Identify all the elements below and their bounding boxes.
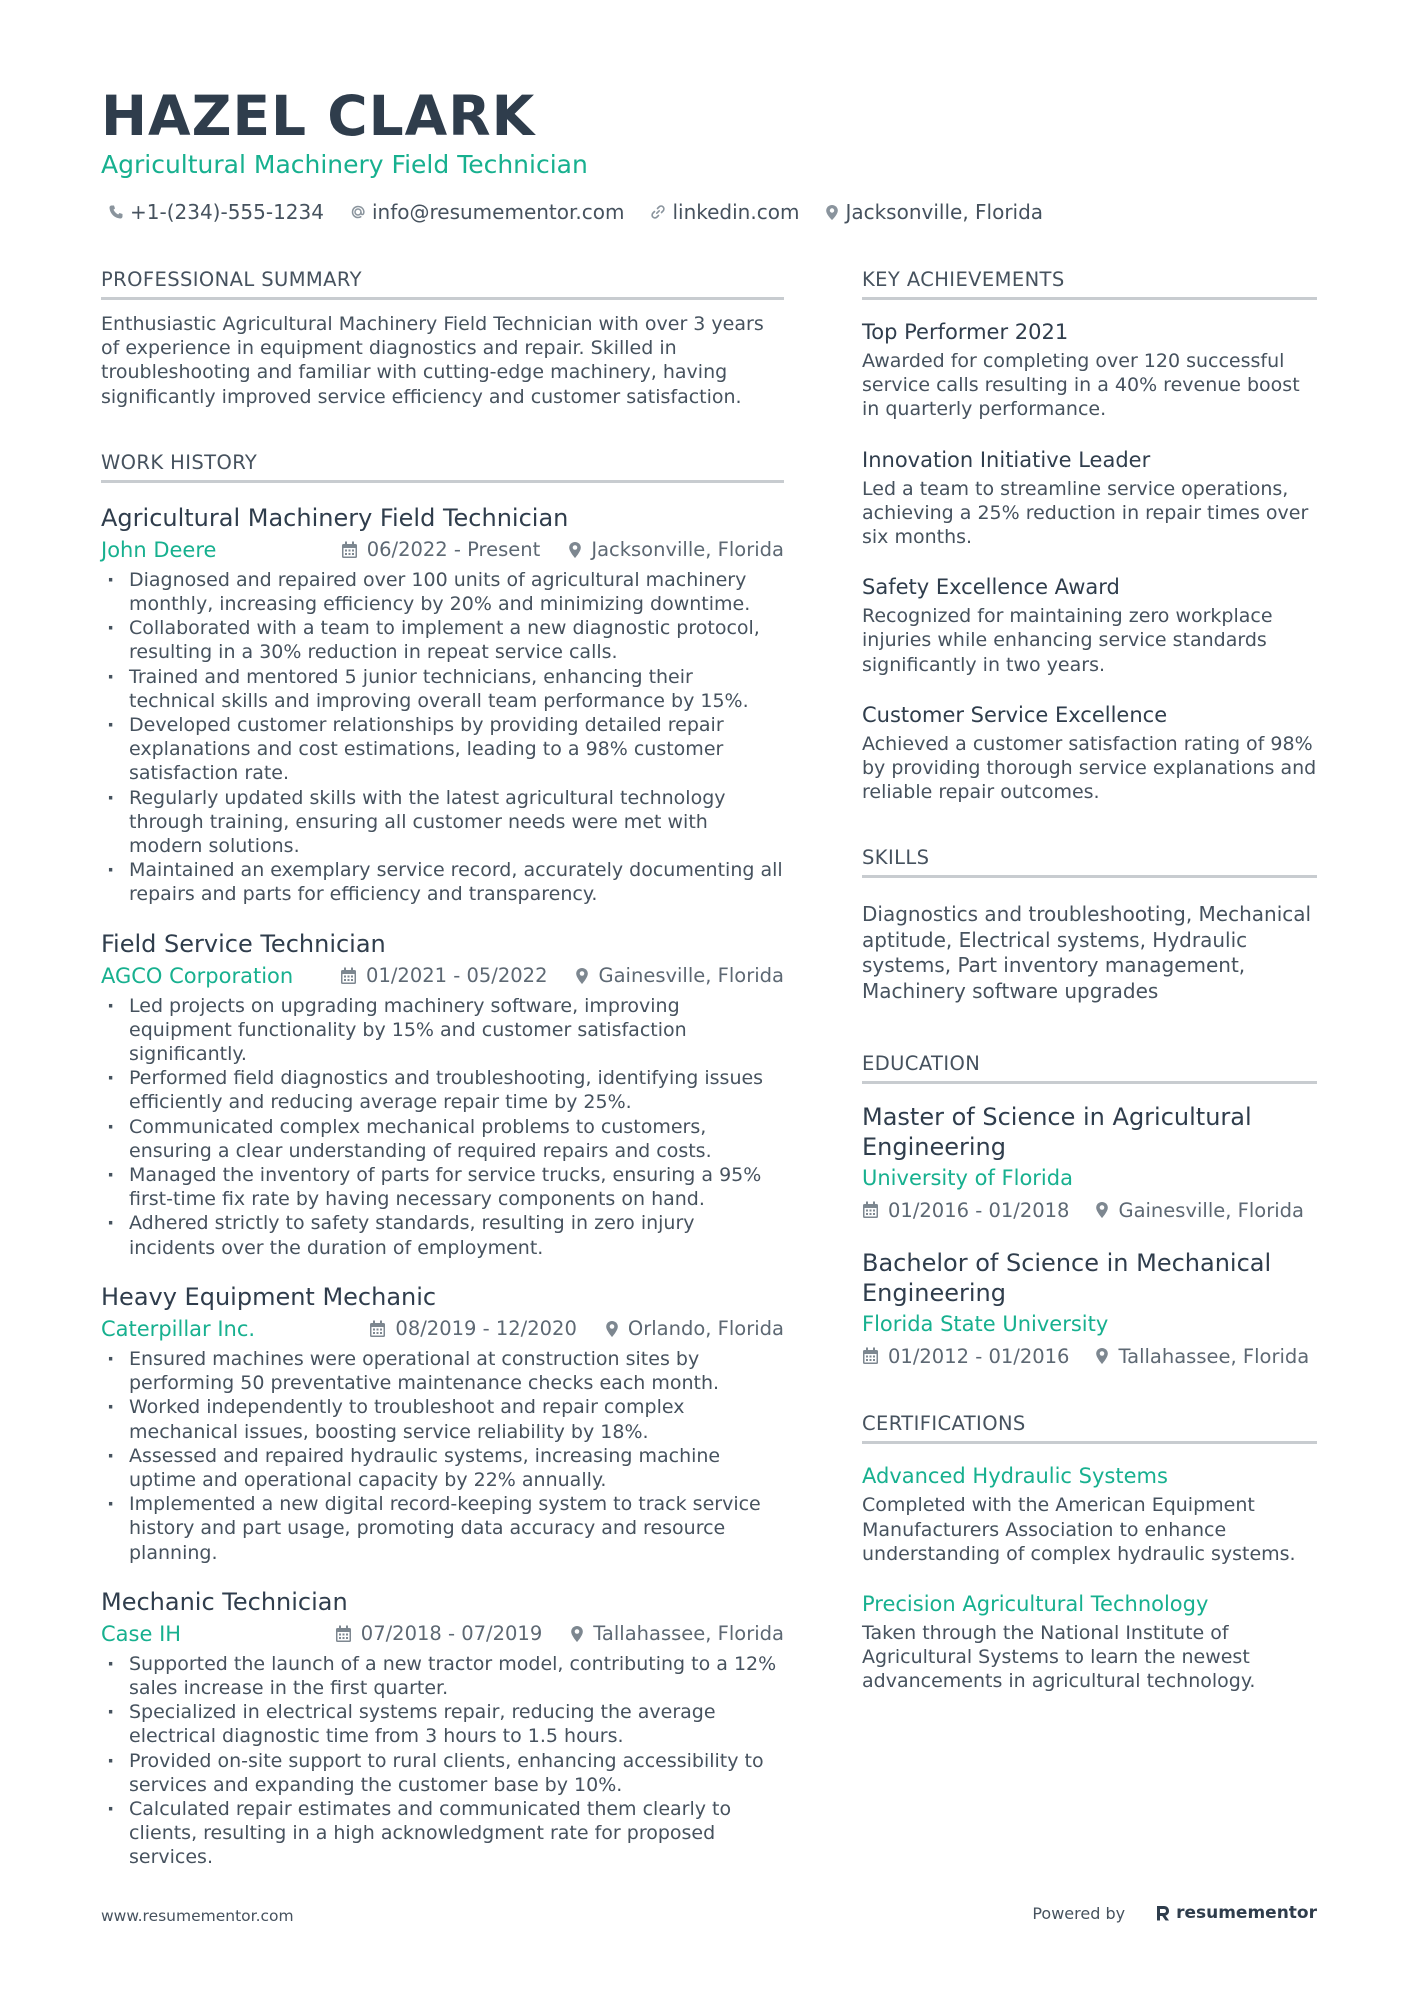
location-pin-icon bbox=[1095, 1201, 1109, 1219]
job-location-text: Jacksonville, Florida bbox=[591, 538, 784, 562]
job-dates-text: 07/2018 - 07/2019 bbox=[360, 1622, 543, 1646]
list-item: · Collaborated with a team to implement a new diagnostic protocol, resulting in a 30% reduction in repeat service calls. bbox=[101, 616, 784, 664]
education-heading: EDUCATION bbox=[862, 1052, 1317, 1084]
job-dates-text: 08/2019 - 12/2020 bbox=[395, 1317, 577, 1341]
job-title: Agricultural Machinery Field Technician bbox=[101, 503, 569, 532]
left-column bbox=[101, 268, 784, 1870]
email-text: info@resumementor.com bbox=[371, 200, 625, 224]
list-item: · Calculated repair estimates and communicated them clearly to clients, resulting in a high acknowledgment rate for proposed services. bbox=[101, 1797, 784, 1870]
location-pin-icon bbox=[605, 1320, 619, 1338]
achievement-item bbox=[862, 701, 1317, 805]
job-dates bbox=[369, 1317, 576, 1340]
achievement-text: Awarded for completing over 120 successful service calls resulting in a 40% revenue boost in quarterly performance. bbox=[862, 350, 1300, 421]
education-dates-text: 01/2012 - 01/2016 bbox=[888, 1344, 1070, 1368]
achievements-heading: KEY ACHIEVEMENTS bbox=[862, 268, 1317, 300]
job-company: AGCO Corporation bbox=[101, 963, 294, 988]
location-text: Jacksonville, Florida bbox=[845, 200, 1044, 224]
calendar-icon bbox=[340, 967, 357, 985]
achievement-text: Led a team to streamline service operations, achieving a 25% reduction in repair times over six months. bbox=[862, 477, 1309, 549]
list-item: · Led projects on upgrading machinery software, improving equipment functionality by 15% and customer satisfaction significantly. bbox=[101, 994, 784, 1067]
calendar-icon bbox=[862, 1201, 879, 1219]
list-item: · Communicated complex mechanical problems to customers, ensuring a clear understanding of required repairs and costs. bbox=[101, 1115, 784, 1163]
list-item: · Maintained an exemplary service record, accurately documenting all repairs and parts for efficiency and transparency. bbox=[101, 858, 784, 906]
job-title: Field Service Technician bbox=[101, 929, 386, 958]
achievement-item bbox=[862, 446, 1317, 550]
education-degree: Master of Science in Agricultural Engineering bbox=[862, 1103, 1252, 1162]
calendar-icon bbox=[369, 1320, 386, 1338]
work-history-heading: WORK HISTORY bbox=[101, 451, 784, 483]
calendar-icon bbox=[335, 1625, 352, 1643]
job-bullets bbox=[101, 568, 784, 907]
location-pin-icon bbox=[575, 967, 589, 985]
list-item: · Regularly updated skills with the latest agricultural technology through training, ensuring all customer needs were met with modern solutions. bbox=[101, 786, 784, 859]
location-pin-icon bbox=[568, 541, 582, 559]
footer-website[interactable]: www.resumementor.com bbox=[101, 1907, 294, 1925]
job-meta bbox=[101, 1620, 784, 1648]
education-degree: Bachelor of Science in Mechanical Engineering bbox=[862, 1249, 1272, 1308]
footer-powered-by bbox=[1032, 1903, 1317, 1923]
achievement-title: Safety Excellence Award bbox=[862, 575, 1120, 600]
list-item: · Specialized in electrical systems repair, reducing the average electrical diagnostic time from 3 hours to 1.5 hours. bbox=[101, 1700, 784, 1748]
list-item: · Performed field diagnostics and troubleshooting, identifying issues efficiently and reducing average repair time by 25%. bbox=[101, 1066, 784, 1114]
location-pin-icon bbox=[1095, 1347, 1109, 1365]
certification-title: Advanced Hydraulic Systems bbox=[862, 1464, 1168, 1489]
job-meta bbox=[101, 536, 784, 564]
certifications-heading: CERTIFICATIONS bbox=[862, 1412, 1317, 1444]
certification-title: Precision Agricultural Technology bbox=[862, 1592, 1209, 1617]
education-location-text: Gainesville, Florida bbox=[1118, 1198, 1304, 1222]
job-company: Case IH bbox=[101, 1621, 182, 1646]
education-item bbox=[862, 1102, 1317, 1224]
candidate-name: HAZEL CLARK bbox=[101, 84, 536, 148]
list-item: · Implemented a new digital record-keeping system to track service history and part usage, promoting data accuracy and resource planning. bbox=[101, 1492, 784, 1565]
list-item: · Provided on-site support to rural clients, enhancing accessibility to services and expanding the customer base by 10%. bbox=[101, 1749, 784, 1797]
phone-text: +1-(234)-555-1234 bbox=[130, 200, 324, 224]
job-entry bbox=[101, 1282, 784, 1565]
list-item: · Ensured machines were operational at construction sites by performing 50 preventative maintenance checks each month. bbox=[101, 1347, 784, 1395]
list-item: · Supported the launch of a new tractor model, contributing to a 12% sales increase in the first quarter. bbox=[101, 1652, 784, 1700]
job-title: Heavy Equipment Mechanic bbox=[101, 1282, 437, 1311]
link-icon bbox=[650, 204, 666, 220]
contact-phone[interactable] bbox=[108, 200, 324, 224]
achievement-title: Customer Service Excellence bbox=[862, 702, 1168, 727]
education-location bbox=[1095, 1199, 1304, 1222]
job-bullets bbox=[101, 1347, 784, 1565]
job-meta bbox=[101, 962, 784, 990]
job-dates-text: 01/2021 - 05/2022 bbox=[366, 964, 548, 988]
list-item: · Adhered strictly to safety standards, resulting in zero injury incidents over the duration of employment. bbox=[101, 1211, 784, 1259]
candidate-title: Agricultural Machinery Field Technician bbox=[101, 150, 588, 179]
education-school: University of Florida bbox=[862, 1166, 1073, 1191]
resumementor-logo-icon bbox=[1155, 1904, 1171, 1922]
linkedin-text: linkedin.com bbox=[672, 200, 800, 224]
contact-linkedin[interactable] bbox=[650, 200, 799, 224]
right-column bbox=[862, 268, 1317, 1694]
education-item bbox=[862, 1248, 1317, 1370]
at-icon bbox=[350, 204, 366, 220]
job-location bbox=[568, 538, 784, 561]
contact-location bbox=[825, 200, 1043, 224]
certification-item bbox=[862, 1590, 1317, 1694]
job-bullets bbox=[101, 1652, 784, 1870]
achievement-item bbox=[862, 573, 1317, 677]
job-title: Mechanic Technician bbox=[101, 1587, 348, 1616]
job-entry bbox=[101, 929, 784, 1260]
powered-by-label: Powered by bbox=[1032, 1903, 1126, 1923]
brand-name: resumementor bbox=[1176, 1903, 1317, 1923]
certification-text: Taken through the National Institute of Agricultural Systems to learn the newest advancements in agricultural technology. bbox=[862, 1622, 1256, 1693]
job-bullets bbox=[101, 994, 784, 1260]
achievement-item bbox=[862, 318, 1317, 422]
list-item: · Diagnosed and repaired over 100 units of agricultural machinery monthly, increasing efficiency by 20% and minimizing downtime. bbox=[101, 568, 784, 616]
job-meta bbox=[101, 1315, 784, 1343]
location-pin-icon bbox=[825, 204, 839, 221]
education-location-text: Tallahassee, Florida bbox=[1118, 1344, 1310, 1368]
job-dates bbox=[340, 964, 547, 987]
education-location bbox=[1095, 1345, 1309, 1368]
education-dates bbox=[862, 1345, 1069, 1368]
certification-item bbox=[862, 1462, 1317, 1566]
job-location-text: Gainesville, Florida bbox=[598, 964, 784, 988]
education-dates bbox=[862, 1199, 1069, 1222]
certification-text: Completed with the American Equipment Manufacturers Association to enhance understanding of complex hydraulic systems. bbox=[862, 1494, 1296, 1565]
location-pin-icon bbox=[570, 1625, 584, 1643]
education-dates-text: 01/2016 - 01/2018 bbox=[888, 1198, 1070, 1222]
list-item: · Trained and mentored 5 junior technicians, enhancing their technical skills and improving overall team performance by 15%. bbox=[101, 665, 784, 713]
contact-email[interactable] bbox=[350, 200, 624, 224]
achievement-text: Recognized for maintaining zero workplace injuries while enhancing service standards significantly in two years. bbox=[862, 605, 1273, 676]
job-location-text: Tallahassee, Florida bbox=[593, 1622, 784, 1646]
calendar-icon bbox=[341, 541, 358, 559]
job-location bbox=[605, 1317, 784, 1340]
brand-logo[interactable] bbox=[1155, 1903, 1317, 1923]
job-entry bbox=[101, 503, 784, 907]
job-dates bbox=[341, 538, 541, 561]
summary-text: Enthusiastic Agricultural Machinery Field Technician with over 3 years of experience in equipment diagnostics and repair. Skilled in troubleshooting and familiar with cutting-edge machinery, having significantly improved service efficiency and customer satisfaction. bbox=[101, 313, 764, 408]
skills-text: Diagnostics and troubleshooting, Mechanical aptitude, Electrical systems, Hydraulic systems, Part inventory management, Machinery software upgrades bbox=[862, 902, 1312, 1003]
job-dates-text: 06/2022 - Present bbox=[366, 538, 541, 562]
list-item: · Developed customer relationships by providing detailed repair explanations and cost estimations, leading to a 98% customer satisfaction rate. bbox=[101, 713, 784, 786]
achievement-text: Achieved a customer satisfaction rating of 98% by providing thorough service explanations and reliable repair outcomes. bbox=[862, 732, 1317, 804]
education-school: Florida State University bbox=[862, 1312, 1109, 1337]
contact-bar bbox=[108, 198, 1069, 226]
skills-heading: SKILLS bbox=[862, 846, 1317, 878]
job-entry bbox=[101, 1587, 784, 1870]
phone-icon bbox=[108, 204, 124, 220]
job-company: Caterpillar Inc. bbox=[101, 1316, 256, 1341]
job-location bbox=[575, 964, 784, 987]
job-dates bbox=[335, 1622, 542, 1645]
achievement-title: Top Performer 2021 bbox=[862, 320, 1069, 344]
list-item: · Managed the inventory of parts for service trucks, ensuring a 95% first-time fix rate by having necessary components on hand. bbox=[101, 1163, 784, 1211]
summary-heading: PROFESSIONAL SUMMARY bbox=[101, 268, 784, 300]
list-item: · Worked independently to troubleshoot and repair complex mechanical issues, boosting service reliability by 18%. bbox=[101, 1395, 784, 1443]
job-location-text: Orlando, Florida bbox=[627, 1317, 784, 1341]
job-location bbox=[570, 1622, 784, 1645]
job-company: John Deere bbox=[101, 537, 217, 562]
achievement-title: Innovation Initiative Leader bbox=[862, 447, 1151, 472]
list-item: · Assessed and repaired hydraulic systems, increasing machine uptime and operational capacity by 22% annually. bbox=[101, 1444, 784, 1492]
calendar-icon bbox=[862, 1347, 879, 1365]
